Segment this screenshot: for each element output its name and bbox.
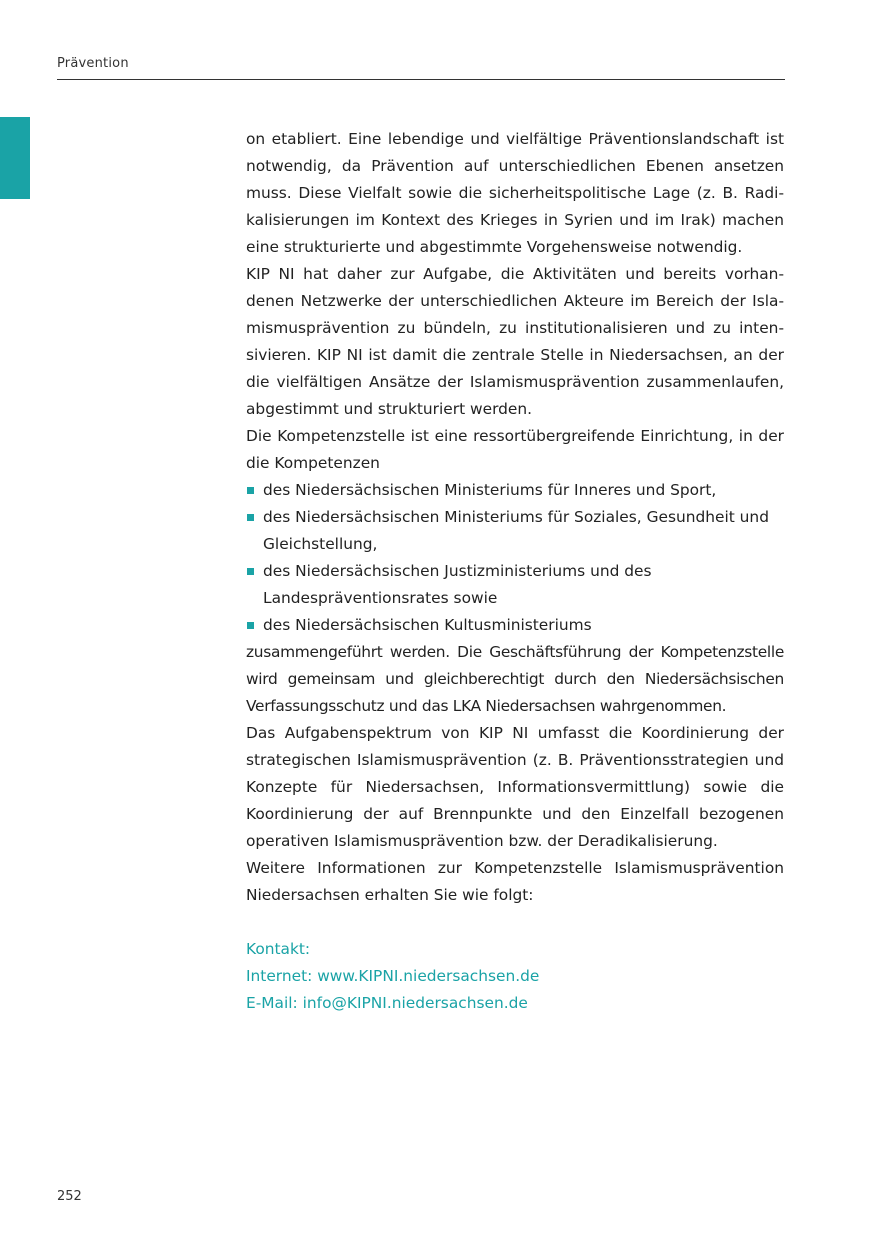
paragraph-management: zusammengeführt werden. Die Geschäftsführung der Kompetenzstelle wird gemeinsam und gleichberechtigt durch den Niedersächsischen Verfassungsschutz und das LKA Niedersachsen wahrgenommen. [246, 643, 784, 715]
paragraph-competences: Die Kompetenzstelle ist eine ressortübergreifende Einrichtung, in der die Kompetenzen [246, 427, 784, 472]
paragraph-kip-tasks: KIP NI hat daher zur Aufgabe, die Aktivitäten und bereits vorhandenen Netzwerke der unterschiedlichen Akteure im Bereich der Islamismusprävention zu bündeln, zu institutionalisieren und zu intensivieren. KIP NI ist damit die zentrale Stelle in Niedersachsen, an der die vielfältigen Ansätze der Islamismusprävention zusammenlaufen, abgestimmt und strukturiert werden. [246, 265, 784, 418]
square-bullet-icon [247, 514, 254, 521]
contact-email-link[interactable]: E-Mail: info@KIPNI.niedersachsen.de [246, 994, 528, 1012]
contact-heading: Kontakt: [246, 940, 311, 958]
chapter-tab-marker [0, 117, 30, 199]
paragraph-intro: on etabliert. Eine lebendige und vielfältige Präventionslandschaft ist notwendig, da Prävention auf unterschiedlichen Ebenen ansetzen muss. Diese Vielfalt sowie die sicherheitspolitische Lage (z. B. Radikalisierungen im Kontext des Krieges in Syrien und im Irak) machen eine strukturierte und abgestimmte Vorgehensweise notwendig. [246, 130, 784, 256]
list-item [246, 504, 784, 558]
paragraph-further-info: Weitere Informationen zur Kompetenzstelle Islamismusprävention Niedersachsen erhalten Sie wie folgt: [246, 859, 784, 904]
square-bullet-icon [247, 568, 254, 575]
body-content [246, 126, 784, 1017]
list-item [246, 612, 784, 639]
header-rule [57, 79, 785, 80]
square-bullet-icon [247, 622, 254, 629]
ministries-list [246, 477, 784, 639]
page-number: 252 [57, 1189, 82, 1204]
list-item [246, 477, 784, 504]
running-header-title: Prävention [57, 56, 129, 71]
list-item [246, 558, 784, 612]
contact-internet-link[interactable]: Internet: www.KIPNI.niedersachsen.de [246, 967, 540, 985]
paragraph-scope: Das Aufgabenspektrum von KIP NI umfasst die Koordinierung der strategischen Islamismusprävention (z. B. Präventionsstrategien und Konzepte für Niedersachsen, Informationsvermittlung) sowie die Koordinierung der auf Brennpunkte und den Einzelfall bezogenen operativen Islamismusprävention bzw. der Deradikalisierung. [246, 724, 784, 850]
square-bullet-icon [247, 487, 254, 494]
contact-block [246, 936, 784, 1017]
list-item-text: des Niedersächsischen Ministeriums für Inneres und Sport, [263, 481, 717, 499]
list-item-text: des Niedersächsischen Kultusministeriums [263, 616, 592, 634]
list-item-text: des Niedersächsischen Ministeriums für Soziales, Gesundheit und Gleichstellung, [263, 508, 769, 553]
list-item-text: des Niedersächsischen Justizministeriums und des Landespräventionsrates sowie [263, 562, 652, 607]
